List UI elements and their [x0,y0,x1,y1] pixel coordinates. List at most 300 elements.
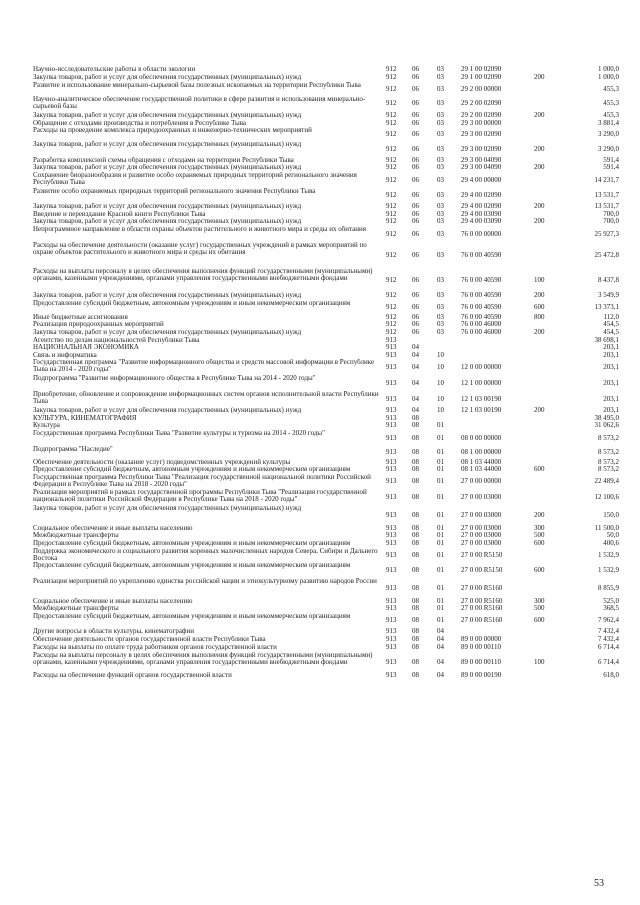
cell-pr: 03 [437,73,444,81]
cell-name: Поддержка экономического и социального развития коренных малочисленных народов Севера, Сибири и Дальнего Востока [33,548,378,563]
cell-cs: 76 0 00 46000 [461,328,502,336]
cell-gr: 913 [386,448,397,456]
table-row [0,430,640,446]
table-row [0,628,640,636]
cell-sum: 3 881,4 [598,119,619,127]
cell-name: Государственная программа "Развитие информационного общества и средств массовой информации в Республике Тыва на 2014 - 2020 годы" [33,359,375,374]
cell-cs: 76 0 00 40590 [461,251,502,259]
cell-rz: 06 [412,320,419,328]
cell-name: Закупка товаров, работ и услуг для обеспечения государственных (муниципальных) нужд [33,407,302,414]
cell-sum: 11 500,0 [594,524,619,532]
cell-rz: 08 [412,539,419,547]
table-row [0,300,640,314]
cell-gr: 913 [386,395,397,403]
cell-pr: 03 [437,303,444,311]
cell-cs: 76 0 00 40590 [461,313,502,321]
cell-rz: 04 [412,343,419,351]
cell-pr: 01 [437,511,444,519]
cell-rz: 08 [412,458,419,466]
cell-pr: 10 [437,406,444,414]
cell-gr: 912 [386,65,397,73]
cell-rz: 06 [412,156,419,164]
cell-pr: 03 [437,176,444,184]
cell-gr: 912 [386,130,397,138]
cell-rz: 06 [412,230,419,238]
cell-name: Непрограммное направление в области охраны объектов растительного и животного мира и среды их обитания [33,226,366,233]
cell-name: Расходы на обеспечение деятельности (оказание услуг) государственных учреждений в рамках мероприятий по охране объектов растительного и животного мира и среды их обитания [33,242,367,257]
table-row [0,314,640,321]
cell-sum: 368,5 [603,604,619,612]
cell-sum: 6 714,4 [598,643,619,651]
cell-cs: 89 0 00 00110 [461,658,501,666]
cell-cs: 76 0 00 40590 [461,276,502,284]
cell-gr: 913 [386,414,397,422]
cell-gr: 913 [386,336,397,344]
table-row [0,605,640,613]
table-row [0,164,640,172]
table-row [0,672,640,680]
cell-pr: 10 [437,351,444,359]
table-row [0,242,640,268]
table-row [0,636,640,644]
cell-cs: 12 1 00 00000 [461,379,502,387]
cell-pr: 04 [437,671,444,679]
cell-sum: 25 927,3 [594,230,619,238]
cell-cs: 29 4 00 03090 [461,210,502,218]
table-row [0,422,640,430]
cell-name: Реализация природоохранных мероприятий [33,321,164,328]
cell-pr: 03 [437,202,444,210]
cell-cs: 08 1 00 00000 [461,448,502,456]
cell-name: Подпрограмма "Развитие информационного общества в Республике Тыва на 2014 - 2020 годы" [33,375,316,382]
cell-name: Реализация мероприятий в рамках государственной программы Республики Тыва "Реализация государственной национальной политики Российской Федерации в Республике Тыва на 2018 - 2020 годы" [33,489,367,504]
cell-pr: 01 [437,448,444,456]
cell-name: Научно-исследовательские работы в области экологии [33,66,196,73]
cell-sum: 700,0 [603,217,619,225]
cell-gr: 912 [386,320,397,328]
cell-cs: 12 1 03 00190 [461,406,502,414]
cell-name: Развитие и использование минерально-сырьевой базы полезных ископаемых на территории Республики Тыва [33,82,361,89]
cell-pr: 01 [437,604,444,612]
cell-name: Обеспечение деятельности органов государственной власти Республики Тыва [33,636,266,643]
cell-cs: 27 0 00 R5160 [461,604,503,612]
table-row [0,74,640,82]
cell-pr: 03 [437,145,444,153]
cell-gr: 912 [386,156,397,164]
table-row [0,407,640,415]
cell-pr: 10 [437,379,444,387]
cell-gr: 912 [386,73,397,81]
cell-gr: 913 [386,584,397,592]
cell-pr: 01 [437,531,444,539]
cell-sum: 1 000,0 [598,73,619,81]
cell-gr: 913 [386,643,397,651]
cell-gr: 913 [386,511,397,519]
cell-gr: 912 [386,85,397,93]
cell-rz: 08 [412,493,419,501]
cell-pr: 03 [437,163,444,171]
cell-name: Расходы на выплаты персоналу в целях обеспечения выполнения функций государственными (муниципальными) органами, казенными учреждениями, органами управления государственными внебюджетными фондами [33,268,373,283]
cell-cs: 29 3 00 04090 [461,163,502,171]
cell-gr: 912 [386,191,397,199]
table-row [0,344,640,352]
cell-name: Связь и информатика [33,352,97,359]
cell-cs: 27 0 00 03000 [461,524,502,532]
cell-cs: 27 0 00 03000 [461,531,502,539]
cell-sum: 8 573,2 [598,448,619,456]
cell-pr: 03 [437,191,444,199]
table-row [0,329,640,337]
cell-cs: 27 0 00 03000 [461,493,502,501]
cell-vr: 500 [534,604,545,612]
cell-cs: 29 3 00 00000 [461,119,502,127]
cell-pr: 01 [437,477,444,485]
cell-cs: 29 2 00 00000 [461,85,502,93]
cell-rz: 06 [412,328,419,336]
cell-rz: 06 [412,99,419,107]
cell-name: КУЛЬТУРА, КИНЕМАТОГРАФИЯ [33,415,137,422]
cell-rz: 06 [412,85,419,93]
table-row [0,415,640,422]
cell-sum: 454,5 [603,320,619,328]
cell-cs: 29 3 00 02090 [461,145,502,153]
cell-sum: 14 231,7 [594,176,619,184]
table-row [0,391,640,407]
cell-rz: 06 [412,291,419,299]
cell-cs: 27 0 00 03000 [461,539,502,547]
table-row [0,540,640,548]
cell-sum: 31 062,6 [594,421,619,429]
cell-gr: 913 [386,493,397,501]
cell-pr: 03 [437,328,444,336]
cell-pr: 03 [437,217,444,225]
cell-sum: 525,0 [603,597,619,605]
cell-vr: 200 [534,111,545,119]
cell-vr: 200 [534,217,545,225]
cell-rz: 06 [412,217,419,225]
cell-name: Агентство по делам национальностей Республики Тыва [33,337,200,344]
cell-pr: 04 [437,627,444,635]
cell-rz: 06 [412,313,419,321]
cell-rz: 08 [412,477,419,485]
cell-name: Иные бюджетные ассигнования [33,314,128,321]
cell-cs: 27 0 00 R5160 [461,584,503,592]
cell-rz: 06 [412,65,419,73]
cell-gr: 913 [386,616,397,624]
cell-sum: 203,1 [603,395,619,403]
cell-gr: 912 [386,210,397,218]
cell-sum: 203,1 [603,379,619,387]
table-row [0,505,640,525]
cell-rz: 08 [412,616,419,624]
table-row [0,548,640,562]
cell-pr: 03 [437,276,444,284]
cell-cs: 76 0 00 40590 [461,303,502,311]
table-row [0,226,640,242]
table-row [0,652,640,672]
cell-sum: 8 573,2 [598,458,619,466]
cell-rz: 04 [412,395,419,403]
cell-rz: 04 [412,363,419,371]
cell-cs: 27 0 00 R5160 [461,616,503,624]
cell-rz: 06 [412,202,419,210]
cell-vr: 200 [534,511,545,519]
cell-sum: 203,1 [603,343,619,351]
cell-pr: 03 [437,313,444,321]
cell-name: Социальное обеспечение и иные выплаты населению [33,525,193,532]
cell-pr: 03 [437,119,444,127]
cell-name: Реализация мероприятий по укреплению единства российской нации и этнокультурному развитию народов России [33,578,377,585]
cell-name: Введение и переиздание Красной книги Республики Тыва [33,211,206,218]
cell-gr: 912 [386,230,397,238]
cell-sum: 13 373,1 [594,303,619,311]
cell-rz: 08 [412,551,419,559]
cell-pr: 01 [437,597,444,605]
cell-gr: 913 [386,658,397,666]
cell-cs: 29 4 00 03090 [461,217,502,225]
cell-sum: 13 531,7 [594,202,619,210]
cell-rz: 08 [412,597,419,605]
cell-gr: 913 [386,524,397,532]
cell-name: НАЦИОНАЛЬНАЯ ЭКОНОМИКА [33,344,139,351]
cell-gr: 913 [386,539,397,547]
cell-gr: 912 [386,217,397,225]
cell-cs: 29 4 00 02090 [461,191,502,199]
cell-rz: 06 [412,303,419,311]
cell-rz: 08 [412,434,419,442]
cell-name: Закупка товаров, работ и услуг для обеспечения государственных (муниципальных) нужд [33,505,302,512]
cell-rz: 06 [412,191,419,199]
cell-cs: 27 0 00 03000 [461,511,502,519]
cell-vr: 200 [534,328,545,336]
cell-gr: 912 [386,163,397,171]
cell-pr: 01 [437,539,444,547]
cell-sum: 25 472,8 [594,251,619,259]
cell-sum: 3 549,9 [598,291,619,299]
cell-cs: 27 0 00 R5150 [461,566,503,574]
cell-name: Подпрограмма "Наследие" [33,446,113,453]
cell-vr: 200 [534,202,545,210]
cell-cs: 29 4 00 00000 [461,176,502,184]
cell-sum: 50,0 [606,531,619,539]
cell-vr: 500 [534,531,545,539]
cell-sum: 8 573,2 [598,434,619,442]
cell-rz: 08 [412,658,419,666]
cell-rz: 08 [412,643,419,651]
cell-pr: 01 [437,551,444,559]
table-row [0,218,640,226]
cell-sum: 203,1 [603,406,619,414]
cell-gr: 913 [386,604,397,612]
cell-vr: 600 [534,465,545,473]
cell-name: Государственная программа Республики Тыва "Развитие культуры и туризма на 2014 - 2020 годы" [33,430,325,437]
cell-rz: 06 [412,130,419,138]
cell-pr: 01 [437,465,444,473]
cell-sum: 1 532,9 [598,566,619,574]
cell-name: Развитие особо охраняемых природных территорий регионального значения Республики Тыва [33,188,316,195]
cell-pr: 03 [437,320,444,328]
cell-pr: 01 [437,616,444,624]
cell-name: Научно-аналитическое обеспечение государственной политики в сфере развития и использования минерально-сырьевой базы [33,96,366,111]
table-row [0,466,640,474]
cell-rz: 08 [412,448,419,456]
table-row [0,644,640,652]
cell-gr: 913 [386,406,397,414]
table-row [0,474,640,489]
cell-vr: 100 [534,276,545,284]
cell-pr: 01 [437,584,444,592]
cell-sum: 3 290,0 [598,130,619,138]
cell-gr: 912 [386,303,397,311]
cell-rz: 08 [412,465,419,473]
cell-gr: 912 [386,291,397,299]
cell-pr: 04 [437,643,444,651]
cell-name: Закупка товаров, работ и услуг для обеспечения государственных (муниципальных) нужд [33,164,302,171]
cell-cs: 27 0 00 R5160 [461,597,503,605]
cell-rz: 04 [412,351,419,359]
cell-pr: 03 [437,111,444,119]
cell-rz: 08 [412,671,419,679]
cell-cs: 27 0 00 00000 [461,477,502,485]
cell-sum: 7 432,4 [598,635,619,643]
cell-gr: 913 [386,635,397,643]
cell-name: Культура [33,422,60,429]
cell-sum: 12 100,6 [594,493,619,501]
table-row [0,120,640,127]
cell-name: Другие вопросы в области культуры, кинематографии [33,628,194,635]
cell-rz: 08 [412,604,419,612]
cell-pr: 04 [437,635,444,643]
cell-pr: 01 [437,566,444,574]
cell-cs: 08 1 03 44000 [461,458,502,466]
cell-name: Закупка товаров, работ и услуг для обеспечения государственных (муниципальных) нужд [33,112,302,119]
table-row [0,82,640,96]
cell-sum: 13 531,7 [594,191,619,199]
cell-name: Расходы на проведение комплекса природоохранных и инженерно-технических мероприятий [33,127,312,134]
cell-gr: 912 [386,176,397,184]
cell-rz: 06 [412,251,419,259]
cell-pr: 03 [437,291,444,299]
cell-sum: 203,1 [603,351,619,359]
cell-name: Межбюджетные трансферты [33,532,119,539]
cell-gr: 913 [386,671,397,679]
cell-cs: 89 0 00 00110 [461,643,501,651]
cell-rz: 04 [412,406,419,414]
cell-rz: 08 [412,511,419,519]
cell-name: Предоставление субсидий бюджетным, автономным учреждениям и иным некоммерческим организациям [33,466,351,473]
cell-name: Предоставление субсидий бюджетным, автономным учреждениям и иным некоммерческим организациям [33,562,351,569]
cell-rz: 08 [412,627,419,635]
cell-gr: 912 [386,119,397,127]
cell-name: Закупка товаров, работ и услуг для обеспечения государственных (муниципальных) нужд [33,203,302,210]
cell-sum: 1 000,0 [598,65,619,73]
cell-gr: 913 [386,421,397,429]
cell-rz: 08 [412,531,419,539]
table-row [0,203,640,211]
cell-vr: 600 [534,303,545,311]
cell-gr: 913 [386,343,397,351]
cell-sum: 112,0 [603,313,619,321]
cell-gr: 912 [386,328,397,336]
cell-pr: 10 [437,395,444,403]
cell-sum: 455,3 [603,111,619,119]
cell-name: Сохранение биоразнообразия и развитие особо охраняемых природных территорий регионального значения Республики Тыва [33,172,357,187]
cell-gr: 913 [386,531,397,539]
cell-pr: 03 [437,210,444,218]
cell-sum: 454,5 [603,328,619,336]
table-row [0,562,640,578]
cell-name: Расходы на обеспечение функций органов государственной власти [33,672,232,679]
cell-gr: 913 [386,434,397,442]
table-row [0,446,640,459]
cell-gr: 913 [386,597,397,605]
cell-cs: 76 0 00 46000 [461,320,502,328]
cell-gr: 913 [386,566,397,574]
cell-rz: 08 [412,414,419,422]
cell-cs: 76 0 00 40590 [461,291,502,299]
cell-vr: 200 [534,145,545,153]
cell-sum: 591,4 [603,156,619,164]
cell-sum: 591,4 [603,163,619,171]
cell-name: Закупка товаров, работ и услуг для обеспечения государственных (муниципальных) нужд [33,292,302,299]
cell-cs: 29 1 00 02090 [461,73,502,81]
cell-cs: 08 0 00 00000 [461,434,502,442]
cell-name: Разработка комплексной схемы обращения с отходами на территории Республики Тыва [33,157,294,164]
table-row [0,352,640,359]
cell-name: Обеспечение деятельности (оказание услуг) подведомственных учреждений культуры [33,459,291,466]
cell-cs: 12 1 03 00190 [461,395,502,403]
cell-sum: 203,1 [603,363,619,371]
table-row [0,359,640,375]
cell-sum: 700,0 [603,210,619,218]
cell-rz: 06 [412,145,419,153]
cell-cs: 89 0 00 00000 [461,635,502,643]
cell-sum: 38 698,1 [594,336,619,344]
table-row [0,613,640,628]
cell-sum: 400,6 [603,539,619,547]
cell-rz: 08 [412,524,419,532]
cell-pr: 01 [437,434,444,442]
cell-gr: 913 [386,551,397,559]
cell-pr: 03 [437,251,444,259]
cell-gr: 913 [386,351,397,359]
cell-sum: 8 437,8 [598,276,619,284]
cell-gr: 913 [386,379,397,387]
table-row [0,127,640,141]
cell-sum: 618,0 [603,671,619,679]
cell-name: Закупка товаров, работ и услуг для обеспечения государственных (муниципальных) нужд [33,141,302,148]
table-row [0,172,640,188]
cell-vr: 200 [534,291,545,299]
cell-vr: 300 [534,597,545,605]
cell-gr: 913 [386,465,397,473]
cell-rz: 08 [412,635,419,643]
cell-gr: 912 [386,251,397,259]
cell-gr: 913 [386,627,397,635]
table-row [0,96,640,111]
cell-rz: 06 [412,111,419,119]
cell-vr: 300 [534,524,545,532]
cell-rz: 06 [412,276,419,284]
cell-vr: 600 [534,539,545,547]
cell-sum: 455,3 [603,99,619,107]
cell-rz: 06 [412,163,419,171]
cell-name: Предоставление субсидий бюджетным, автономным учреждениям и иным некоммерческим организациям [33,540,351,547]
cell-rz: 08 [412,421,419,429]
cell-gr: 913 [386,477,397,485]
cell-cs: 29 2 00 02090 [461,111,502,119]
table-row [0,141,640,157]
